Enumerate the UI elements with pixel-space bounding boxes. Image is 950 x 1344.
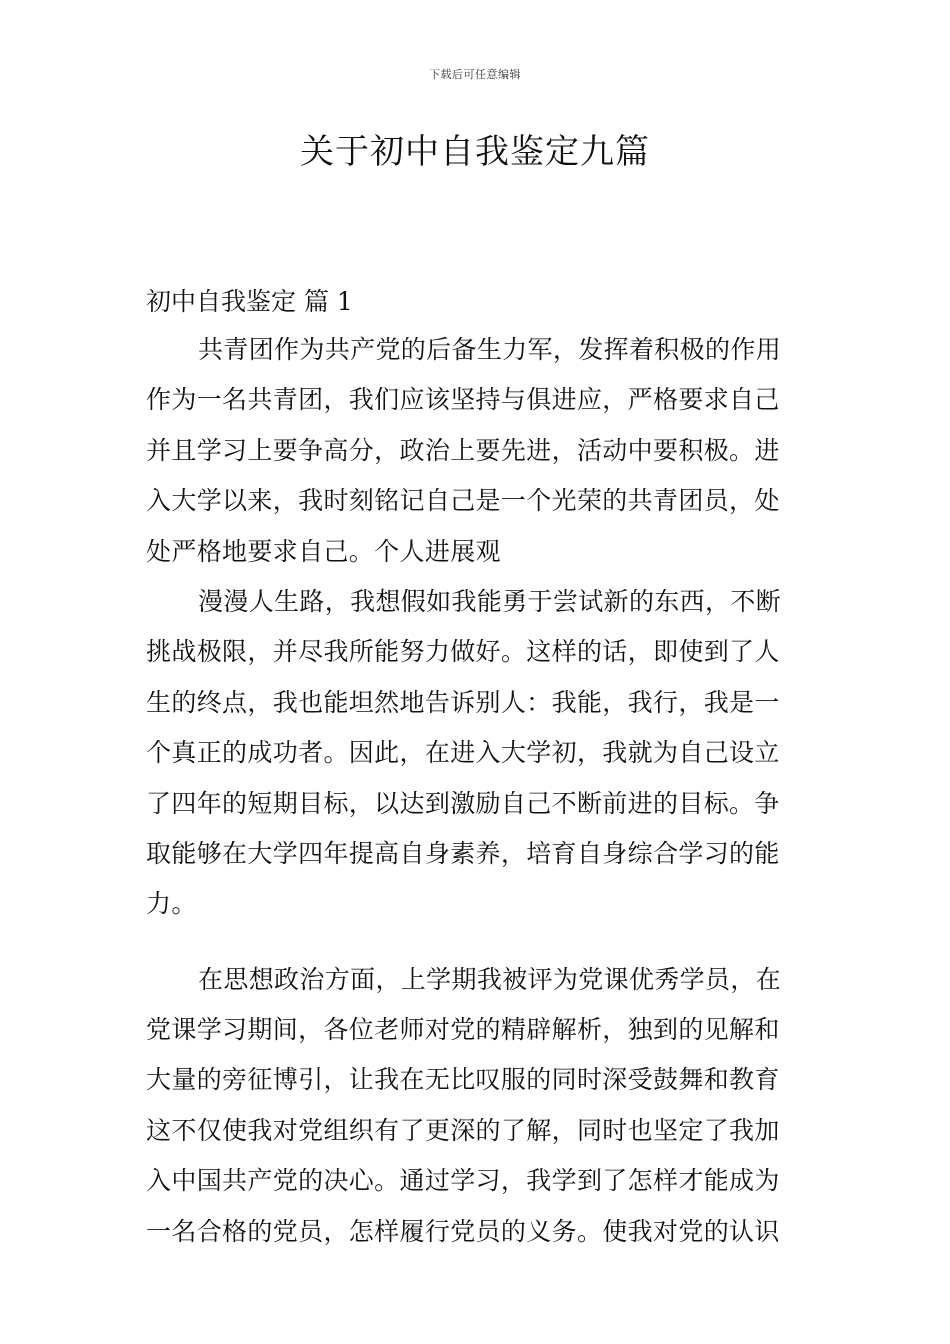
paragraph-line: 了四年的短期目标，以达到激励自己不断前进的目标。争 xyxy=(146,788,780,818)
paragraph-2 xyxy=(146,577,806,930)
section-heading: 初中自我鉴定 篇 1 xyxy=(146,287,353,316)
paragraph-line: 力。 xyxy=(146,889,197,919)
paragraph-line: 入大学以来，我时刻铭记自己是一个光荣的共青团员，处 xyxy=(146,486,780,516)
paragraph-line: 大量的旁征博引，让我在无比叹服的同时深受鼓舞和教育 xyxy=(146,1065,780,1095)
paragraph-3 xyxy=(146,955,806,1257)
document-title: 关于初中自我鉴定九篇 xyxy=(300,132,650,172)
paragraph-line: 在思想政治方面，上学期我被评为党课优秀学员，在 xyxy=(198,964,782,994)
paragraph-line: 一名合格的党员，怎样履行党员的义务。使我对党的认识 xyxy=(146,1216,780,1246)
paragraph-line: 生的终点，我也能坦然地告诉别人：我能，我行，我是一 xyxy=(146,687,780,717)
paragraph-line: 作为一名共青团，我们应该坚持与俱进应，严格要求自己 xyxy=(146,385,780,415)
paragraph-gap xyxy=(146,930,806,955)
header-note: 下载后可任意编辑 xyxy=(429,68,521,81)
paragraph-line: 取能够在大学四年提高自身素养，培育自身综合学习的能 xyxy=(146,838,780,868)
paragraph-line: 处严格地要求自己。个人进展观 xyxy=(146,536,501,566)
paragraph-1 xyxy=(146,325,806,577)
paragraph-line: 个真正的成功者。因此，在进入大学初，我就为自己设立 xyxy=(146,738,780,768)
paragraph-line: 党课学习期间，各位老师对党的精辟解析，独到的见解和 xyxy=(146,1015,780,1045)
paragraph-line: 并且学习上要争高分，政治上要先进，活动中要积极。进 xyxy=(146,435,780,465)
body-text xyxy=(146,325,806,1257)
paragraph-line: 共青团作为共产党的后备生力军，发挥着积极的作用 xyxy=(198,335,782,364)
paragraph-line: 这不仅使我对党组织有了更深的了解，同时也坚定了我加 xyxy=(146,1115,780,1145)
paragraph-line: 入中国共产党的决心。通过学习，我学到了怎样才能成为 xyxy=(146,1166,780,1196)
paragraph-line: 漫漫人生路，我想假如我能勇于尝试新的东西，不断 xyxy=(198,586,782,616)
paragraph-line: 挑战极限，并尽我所能努力做好。这样的话，即使到了人 xyxy=(146,637,780,667)
